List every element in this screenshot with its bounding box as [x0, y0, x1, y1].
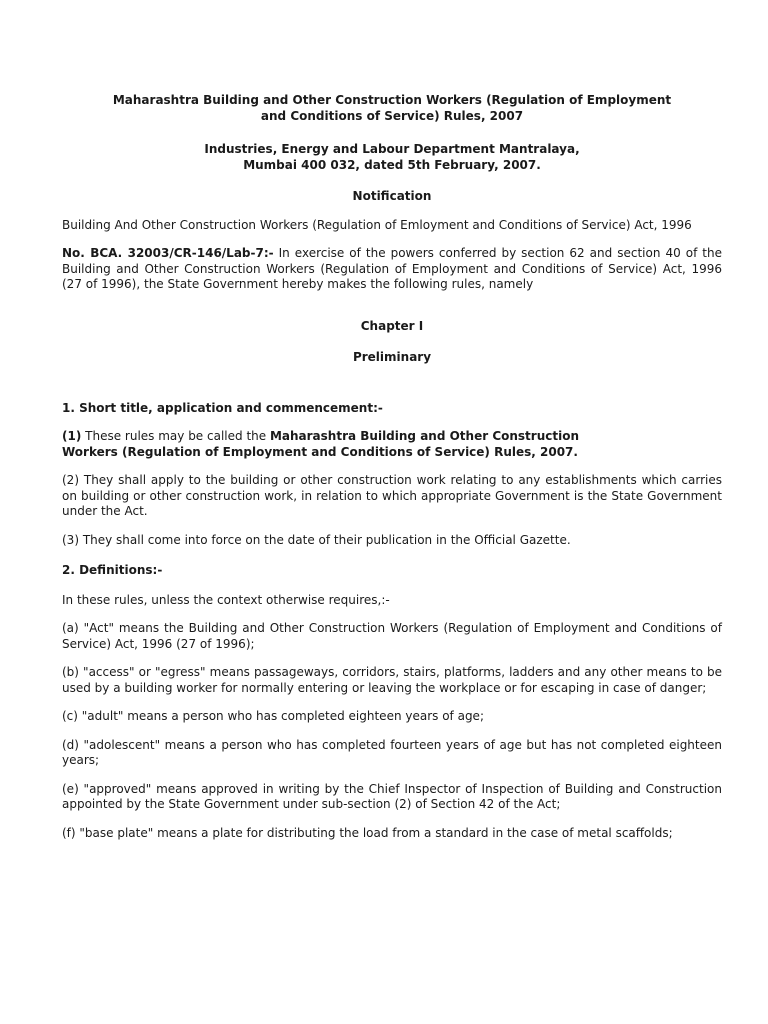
definition-d: (d) "adolescent" means a person who has completed fourteen years of age but has not completed eighteen years; — [62, 737, 722, 767]
definition-f: (f) "base plate" means a plate for distributing the load from a standard in the case of metal scaffolds; — [62, 825, 673, 840]
rule-1-number: (1) — [62, 429, 82, 443]
order-number: No. BCA. 32003/CR-146/Lab-7:- — [62, 246, 274, 260]
title-line-2: and Conditions of Service) Rules, 2007 — [260, 108, 524, 123]
section-2-heading: 2. Definitions:- — [62, 563, 163, 577]
rule-1-name-line-2: Workers (Regulation of Employment and Conditions of Service) Rules, 2007. — [62, 444, 578, 459]
definitions-intro: In these rules, unless the context otherwise requires,:- — [62, 592, 390, 607]
department-heading — [62, 142, 722, 173]
document-page — [62, 93, 722, 841]
order-text: In exercise of the powers conferred by section 62 and section 40 of the Building and Other Construction Workers (Regulation of Employment and Conditions of Service) Act, 1996 (27 of 1996), the State Government hereby makes the following rules, namely — [62, 246, 722, 291]
section-1-heading: 1. Short title, application and commencement:- — [62, 400, 383, 415]
definition-b: (b) "access" or "egress" means passageways, corridors, stairs, platforms, ladders and any other means to be used by a building worker for normally entering or leaving the workplace or for escaping in case of danger; — [62, 665, 722, 695]
rule-1-paragraph — [62, 429, 722, 460]
definition-c: (c) "adult" means a person who has completed eighteen years of age; — [62, 709, 484, 723]
department-line-1: Industries, Energy and Labour Department Mantralaya, — [204, 142, 580, 156]
document-title — [62, 93, 722, 124]
rule-2-paragraph: (2) They shall apply to the building or other construction work relating to any establishments which carries on building or other construction work, in relation to which appropriate Government is the State Government under the Act. — [62, 473, 722, 518]
definition-a: (a) "Act" means the Building and Other Construction Workers (Regulation of Employment and Conditions of Service) Act, 1996 (27 of 1996); — [62, 621, 722, 651]
chapter-title: Preliminary — [352, 350, 432, 364]
rule-1-name-line-1: Maharashtra Building and Other Construction — [269, 429, 579, 443]
chapter-heading: Chapter I — [360, 318, 424, 333]
department-line-2: Mumbai 400 032, dated 5th February, 2007. — [243, 157, 541, 172]
title-line-1: Maharashtra Building and Other Construction Workers (Regulation of Employment — [112, 93, 672, 107]
notification-heading: Notification — [352, 189, 432, 203]
order-paragraph — [62, 246, 722, 293]
rule-3-paragraph: (3) They shall come into force on the date of their publication in the Official Gazette. — [62, 532, 571, 547]
definition-e: (e) "approved" means approved in writing by the Chief Inspector of Inspection of Building and Construction appointed by the State Government under sub-section (2) of Section 42 of the Act; — [62, 781, 722, 811]
rule-1-text: These rules may be called the — [81, 429, 270, 443]
act-name: Building And Other Construction Workers (Regulation of Emloyment and Conditions of Service) Act, 1996 — [62, 217, 692, 232]
